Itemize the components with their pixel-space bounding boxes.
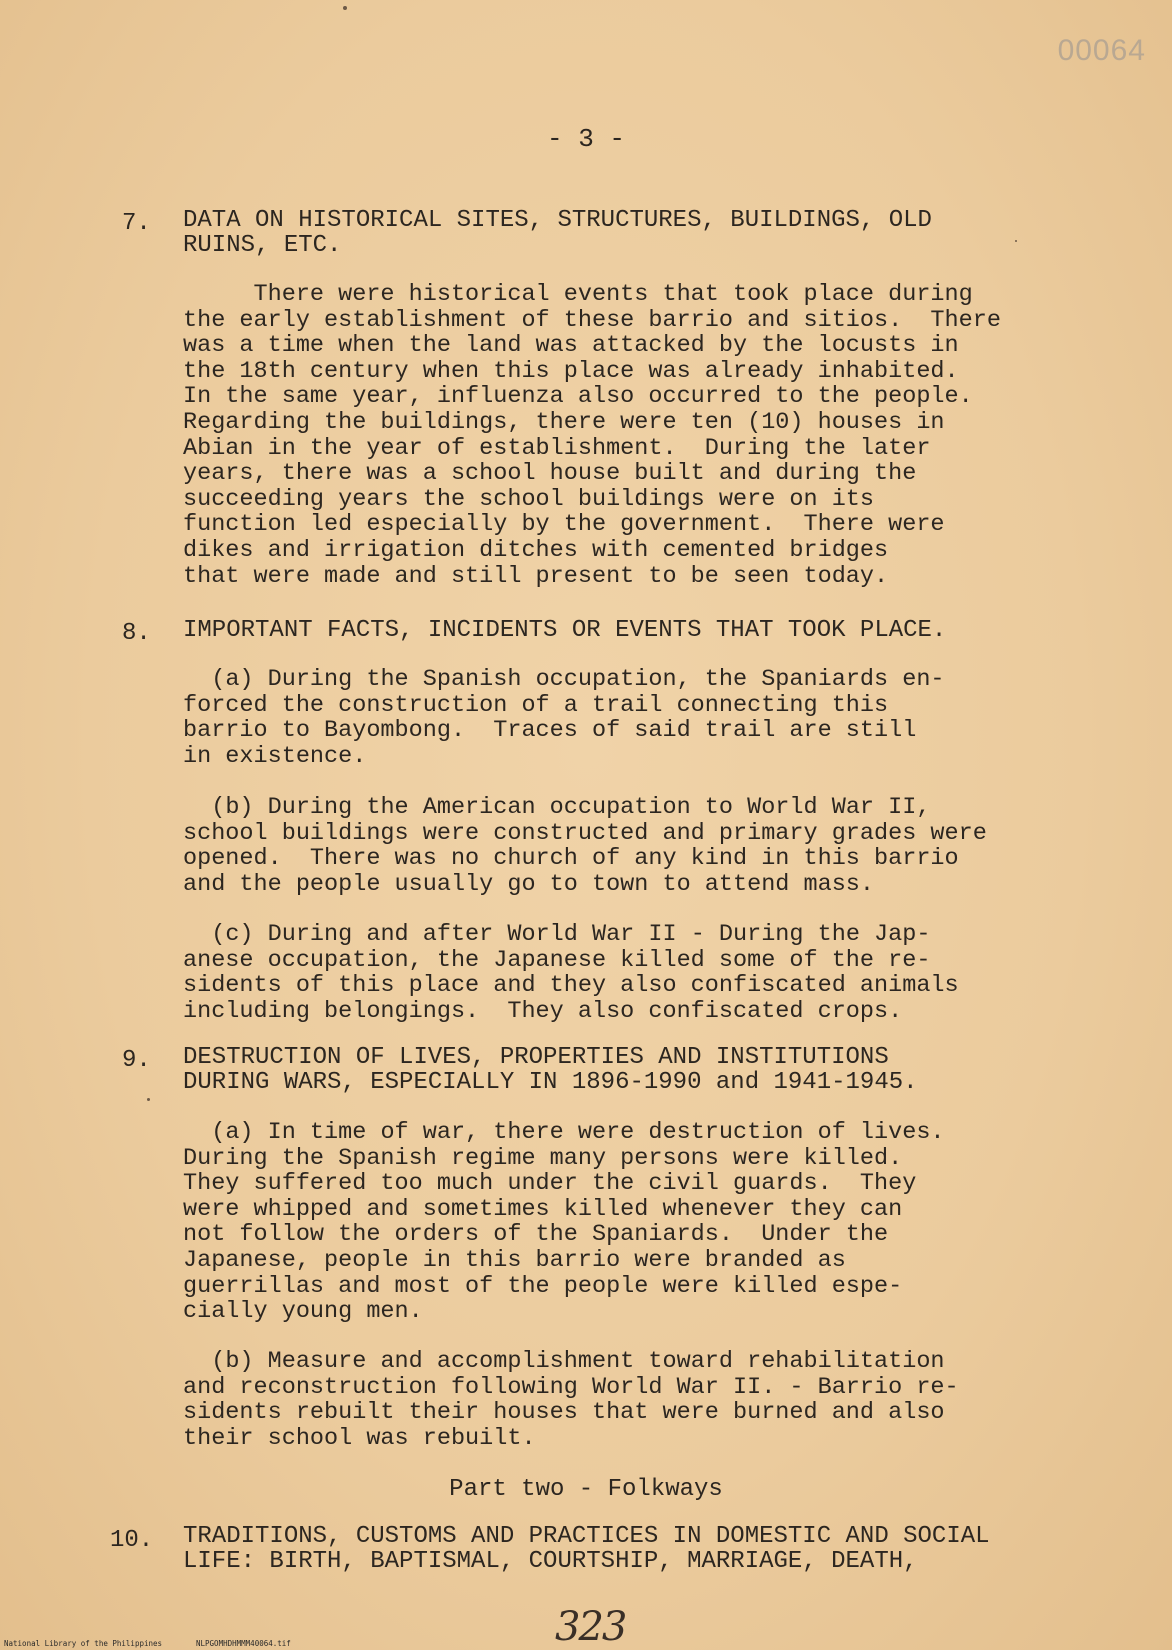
part-heading: Part two - Folkways xyxy=(449,1476,723,1503)
section-9-number: 9. xyxy=(122,1047,151,1074)
section-7-heading: DATA ON HISTORICAL SITES, STRUCTURES, BUILDINGS, OLD RUINS, ETC. xyxy=(183,207,932,259)
footer-library-name: National Library of the Philippines xyxy=(4,1639,163,1648)
section-10-number: 10. xyxy=(110,1527,154,1554)
section-7-paragraph: There were historical events that took place during the early establishment of these barrio and sitios. There was a time when the land was attacked by the locusts in the 18th century when this place was already inhabited. In the same year, influenza also occurred to the people. Regarding the buildings, there were ten (10) houses in Abian in the year of establishment. During the later years, there was a school house built and during the succeeding years the school buildings were on its function led especially by the government. There were dikes and irrigation ditches with cemented bridges that were made and still present to be seen today. xyxy=(183,281,1001,590)
handwritten-page-number: 323 xyxy=(555,1604,626,1650)
section-9-heading: DESTRUCTION OF LIVES, PROPERTIES AND INSTITUTIONS DURING WARS, ESPECIALLY IN 1896-1990 and 1941-1945. xyxy=(183,1044,918,1096)
page-number: - 3 - xyxy=(546,124,625,154)
section-7-number: 7. xyxy=(122,210,151,237)
section-9-paragraph-a: (a) In time of war, there were destruction of lives. During the Spanish regime many persons were killed. They suffered too much under the civil guards. They were whipped and sometimes killed whenever they can not follow the orders of the Spaniards. Under the Japanese, people in this barrio were branded as guerrillas and most of the people were killed espe- cially young men. xyxy=(183,1119,945,1326)
section-8-number: 8. xyxy=(122,620,151,647)
section-8-heading: IMPORTANT FACTS, INCIDENTS OR EVENTS THAT TOOK PLACE. xyxy=(183,617,947,644)
section-8-paragraph-c: (c) During and after World War II - During the Jap- anese occupation, the Japanese killed some of the re- sidents of this place and they also confiscated animals including belongings. They also confiscated crops. xyxy=(183,921,959,1025)
section-10-heading: TRADITIONS, CUSTOMS AND PRACTICES IN DOMESTIC AND SOCIAL LIFE: BIRTH, BAPTISMAL, COURTSHIP, MARRIAGE, DEATH, xyxy=(183,1523,990,1575)
paper-speck xyxy=(343,6,347,10)
footer-file-name: NLPGOMHDHMMM40064.tif xyxy=(196,1639,291,1648)
paper-speck xyxy=(147,1098,150,1101)
paper-speck xyxy=(1015,240,1017,242)
section-8-paragraph-a: (a) During the Spanish occupation, the Spaniards en- forced the construction of a trail connecting this barrio to Bayombong. Traces of said trail are still in existence. xyxy=(183,666,945,770)
section-9-paragraph-b: (b) Measure and accomplishment toward rehabilitation and reconstruction following World War II. - Barrio re- sidents rebuilt their houses that were burned and also their school was rebuilt. xyxy=(183,1348,959,1452)
archive-stamp: 00064 xyxy=(1057,34,1146,67)
scan-footer xyxy=(0,1637,1172,1650)
section-8-paragraph-b: (b) During the American occupation to World War II, school buildings were constructed and primary grades were opened. There was no church of any kind in this barrio and the people usually go to town to attend mass. xyxy=(183,794,987,898)
